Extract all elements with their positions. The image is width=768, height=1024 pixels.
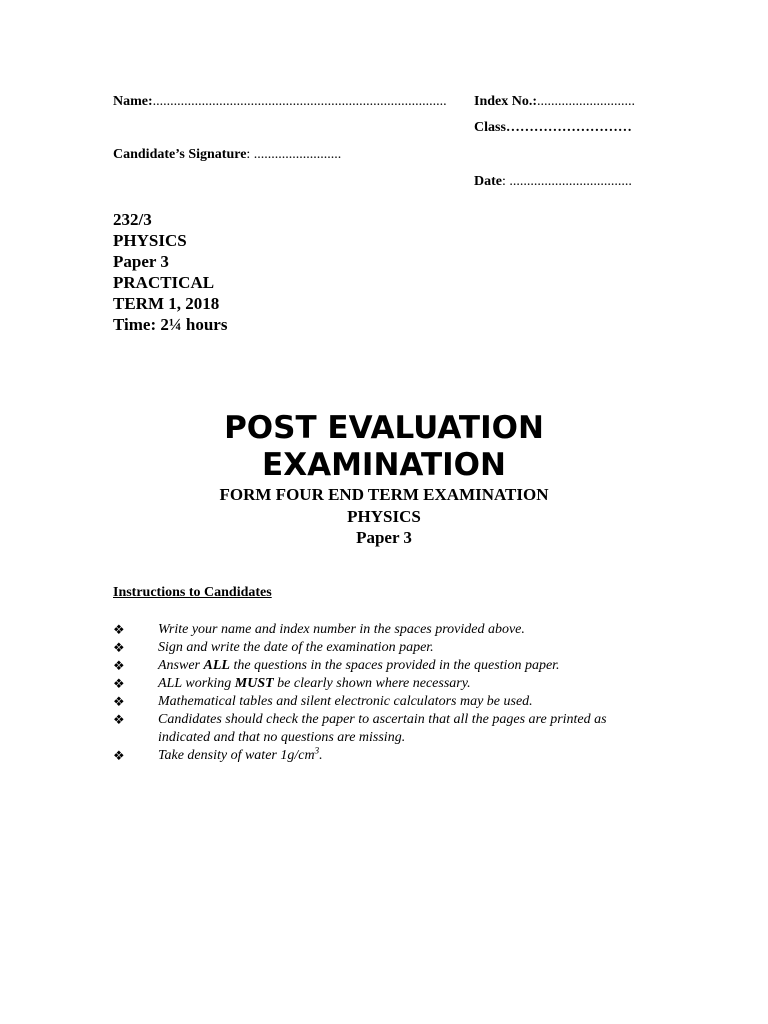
- instruction-text: [158, 657, 653, 675]
- list-item: [113, 747, 653, 765]
- instruction-text: [158, 747, 653, 765]
- instruction-text: [158, 675, 653, 693]
- text-part: the questions in the spaces provided in the question paper.: [229, 658, 560, 673]
- index-label: Index No.:: [474, 94, 538, 109]
- instruction-text: Mathematical tables and silent electronic calculators may be used.: [158, 694, 533, 709]
- instructions-list: [113, 621, 653, 765]
- bullet-icon: ❖: [113, 676, 125, 691]
- bullet-icon: ❖: [113, 694, 125, 709]
- emphasis: ALL: [203, 658, 230, 673]
- date-label: Date: [474, 174, 502, 189]
- title-line-2: EXAMINATION: [262, 447, 506, 483]
- name-label: Name:: [113, 94, 153, 109]
- instruction-text: Candidates should check the paper to ascertain that all the pages are printed as indicated and that no questions are missing.: [158, 712, 607, 745]
- bullet-icon: ❖: [113, 640, 125, 655]
- instructions-heading: Instructions to Candidates: [113, 585, 272, 600]
- class-label: Class: [474, 120, 506, 135]
- text-part: Take density of water 1g/cm: [158, 748, 315, 763]
- title-line-1: POST EVALUATION: [224, 410, 544, 446]
- instruction-text: Write your name and index number in the spaces provided above.: [158, 622, 525, 637]
- subtitle-paper: Paper 3: [356, 528, 412, 547]
- emphasis: MUST: [234, 676, 274, 691]
- paper-number: Paper 3: [113, 252, 169, 271]
- index-dots: ............................: [537, 94, 636, 109]
- index-field[interactable]: [474, 94, 635, 110]
- list-item: [113, 621, 653, 639]
- instruction-text: Sign and write the date of the examination paper.: [158, 640, 434, 655]
- list-item: [113, 693, 653, 711]
- subtitle-subject: PHYSICS: [347, 507, 421, 526]
- list-item: [113, 657, 653, 675]
- paper-term: TERM 1, 2018: [113, 294, 220, 313]
- signature-label: Candidate’s Signature: [113, 147, 247, 162]
- bullet-icon: ❖: [113, 748, 125, 763]
- list-item: [113, 675, 653, 693]
- paper-type: PRACTICAL: [113, 273, 215, 292]
- signature-field[interactable]: [113, 147, 341, 163]
- paper-code: 232/3: [113, 210, 152, 229]
- class-field[interactable]: [474, 120, 632, 136]
- name-dots: ....................................................................................: [152, 94, 447, 109]
- signature-dots: : .........................: [246, 147, 342, 162]
- bullet-icon: ❖: [113, 622, 125, 637]
- subtitle-exam: FORM FOUR END TERM EXAMINATION: [219, 485, 549, 504]
- text-part: ALL working: [158, 676, 235, 691]
- text-part: Answer: [158, 658, 204, 673]
- list-item: [113, 639, 653, 657]
- paper-time: Time: 2¼ hours: [113, 315, 228, 334]
- text-part: be clearly shown where necessary.: [273, 676, 471, 691]
- name-field[interactable]: [113, 94, 447, 110]
- paper-subject: PHYSICS: [113, 231, 187, 250]
- bullet-icon: ❖: [113, 712, 125, 727]
- list-item: [113, 711, 653, 747]
- text-part: .: [319, 748, 323, 763]
- paper-info: [113, 209, 227, 335]
- class-dots: ………………………: [505, 120, 632, 135]
- date-field[interactable]: [474, 174, 632, 190]
- date-dots: : ...................................: [502, 174, 632, 189]
- bullet-icon: ❖: [113, 658, 125, 673]
- superscript: 3: [314, 745, 320, 756]
